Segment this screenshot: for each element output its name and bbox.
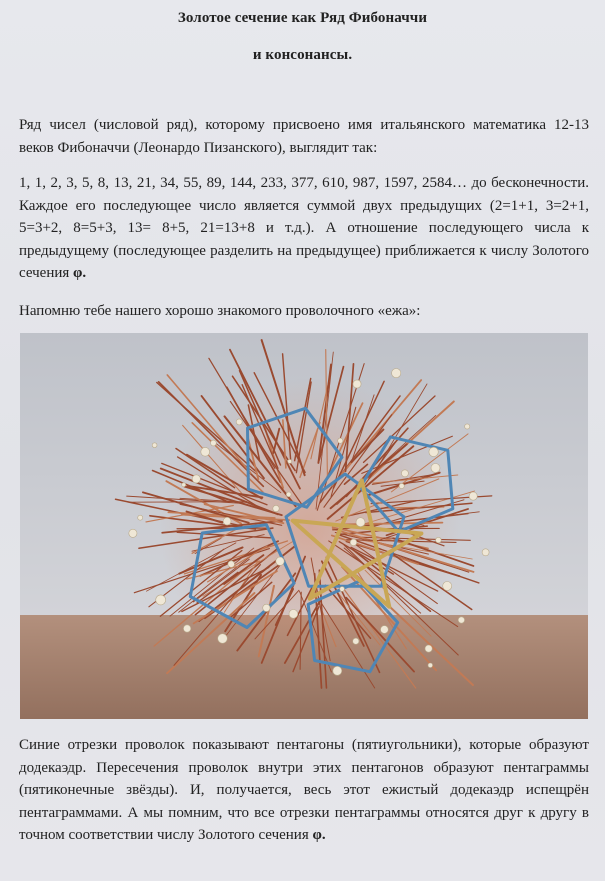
bead [353, 380, 361, 388]
paragraph-fibonacci-text: 1, 1, 2, 3, 5, 8, 13, 21, 34, 55, 89, 144, 233, 377, 610, 987, 1597, 2584… до бесконечности. Каждое его последующее число является суммой двух предыдущих (2=1+1, 3=2+1, 5=3+2, 8=5+3, 13= 8+5, 21=13+8 и т.д.). А отношение последующего числа к предыдущему (последующее разделить на предыдущее) приближается к числу Золотого сечения [19, 175, 589, 281]
paragraph-hedgehog: Напомню тебе нашего хорошо знакомого проволочного «ежа»: [19, 303, 421, 319]
paragraph-pentagrams [19, 734, 589, 847]
bead [138, 515, 143, 520]
bead [156, 595, 166, 605]
bead [211, 440, 217, 446]
bead [399, 483, 404, 488]
bead [273, 505, 279, 511]
bead [218, 634, 228, 644]
title-line-2: и консонансы. [252, 47, 353, 63]
bead [338, 438, 343, 443]
bead [263, 604, 270, 611]
bead [236, 419, 242, 425]
bead [431, 464, 440, 473]
wire-dodecahedron-photo [20, 333, 588, 719]
bead [469, 492, 477, 500]
bead [356, 518, 365, 527]
bead [223, 517, 231, 525]
paragraph-fibonacci-series [19, 172, 589, 285]
bead [443, 582, 452, 591]
bead [183, 625, 190, 632]
bead [436, 537, 442, 543]
bead [276, 557, 284, 565]
bead [129, 529, 137, 537]
bead [381, 626, 389, 634]
bead [458, 617, 464, 623]
bead [228, 561, 235, 568]
bead [350, 539, 357, 546]
bead [425, 645, 432, 652]
bead [465, 424, 470, 429]
bead [392, 369, 401, 378]
bead [286, 492, 291, 497]
bead [401, 470, 408, 477]
bead [429, 447, 438, 456]
paragraph-intro: Ряд чисел (числовой ряд), которому присвоено имя итальянского математика 12-13 веков Фибоначчи (Леонардо Пизанского), выглядит так: [19, 117, 589, 156]
bead [192, 475, 200, 483]
paragraph-pentagrams-text: Синие отрезки проволок показывают пентагоны (пятиугольники), которые образуют додекаэдр. Пересечения проволок внутри этих пентагонов образуют пентаграммы (пятиконечные звёзды). И, получается, весь этот ежистый додекаэдр испещрён пентаграммами. А мы помним, что все отрезки пентаграммы относятся друг к другу в точном соответствии числу Золотого сечения [19, 737, 589, 843]
wire-spike [177, 528, 266, 529]
bead [152, 443, 157, 448]
bead [333, 666, 342, 675]
bead [340, 587, 345, 592]
bead [482, 549, 489, 556]
photo-canvas [20, 333, 588, 719]
title-line-1: Золотое сечение как Ряд Фибоначчи [177, 10, 428, 26]
bead [288, 459, 292, 463]
bead [289, 610, 298, 619]
wire-spike [130, 502, 247, 503]
bead [182, 483, 186, 487]
bead [353, 638, 359, 644]
bead [201, 447, 210, 456]
phi-symbol-2: φ. [312, 827, 326, 843]
phi-symbol: φ. [73, 265, 87, 281]
bead [428, 663, 433, 668]
